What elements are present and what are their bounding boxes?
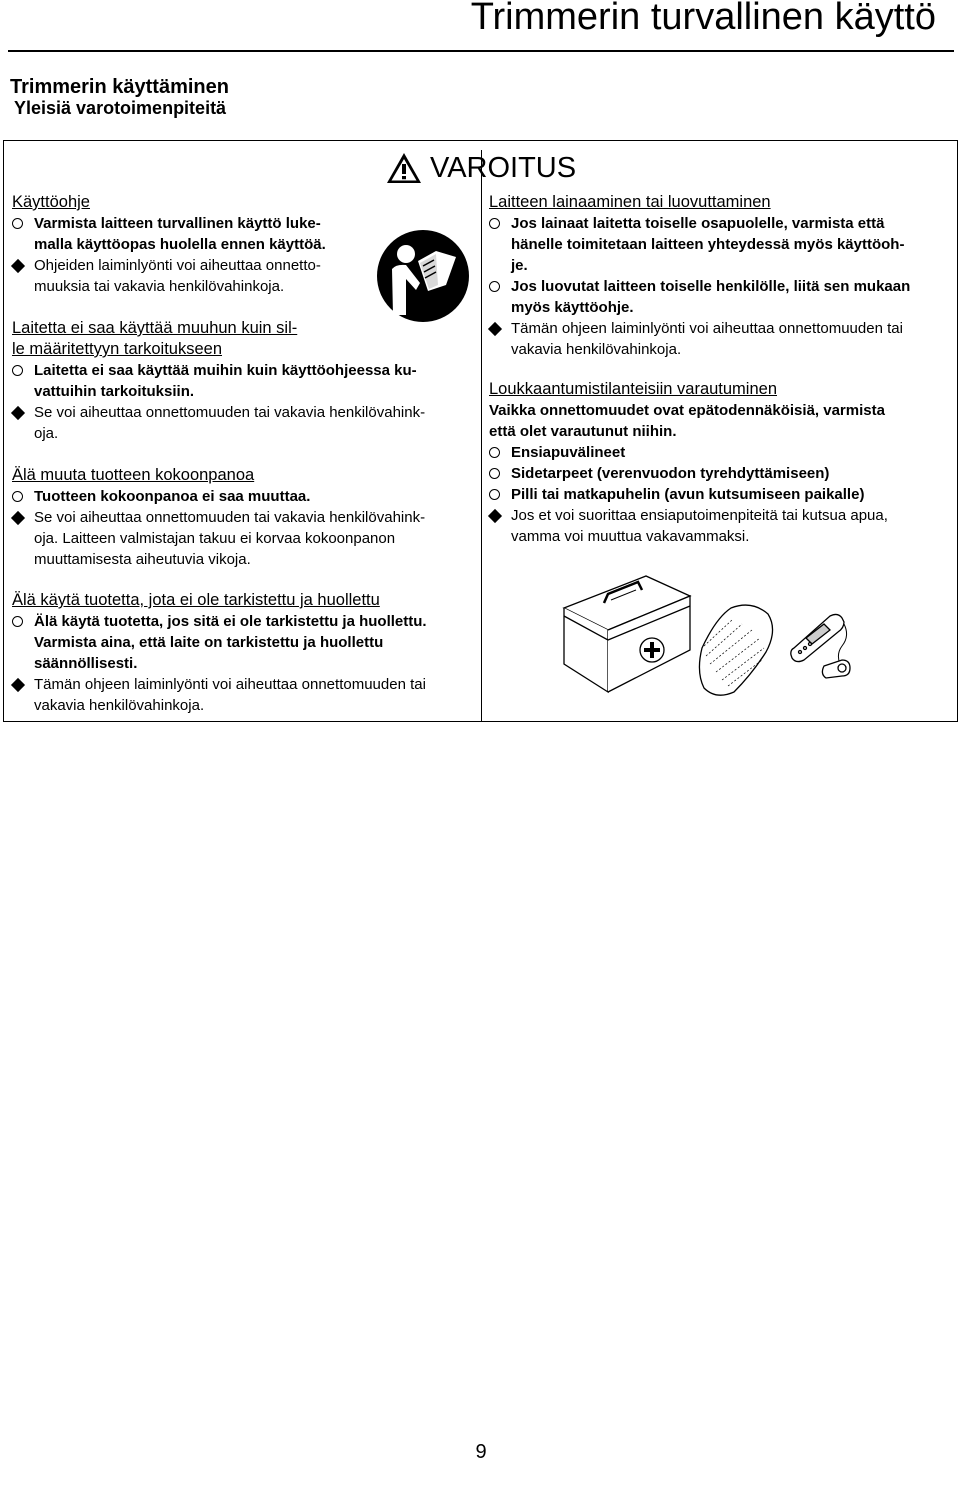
warning-triangle-icon: [386, 152, 422, 184]
lending-item-1: Jos lainaat laitetta toiselle osapuolelle, varmista että hänelle toimitetaan laitteen yhteydessä myös käyttöoh- je.: [489, 213, 953, 276]
bandage-icon: [699, 605, 772, 695]
consequence-bullet-icon: [11, 511, 25, 525]
inspection-consequence: Tämän ohjeen laiminlyönti voi aiheuttaa onnettomuuden tai vakavia henkilövahinkoja.: [12, 674, 478, 716]
manual-instruction-line2: malla käyttöopas huolella ennen käyttöä.: [34, 236, 326, 253]
consequence-bullet-icon: [11, 678, 25, 692]
injury-consequence: Jos et voi suorittaa ensiaputoimenpiteitä tai kutsua apua, vamma voi muuttua vakavammaksi.: [489, 505, 953, 547]
page-number: 9: [475, 1441, 487, 1463]
instruction-bullet-icon: [489, 447, 500, 458]
instruction-bullet-icon: [12, 365, 23, 376]
read-manual-icon: [376, 229, 470, 323]
column-divider: [481, 150, 482, 722]
purpose-section: [12, 318, 472, 444]
purpose-heading: Laitetta ei saa käyttää muuhun kuin sil- le määritettyyn tarkoitukseen: [12, 319, 298, 358]
manual-consequence-line2: muuksia tai vakavia henkilövahinkoja.: [34, 278, 285, 295]
injury-item-3: Pilli tai matkapuhelin (avun kutsumiseen paikalle): [489, 484, 953, 505]
purpose-instruction: Laitetta ei saa käyttää muihin kuin käyttöohjeessa ku- vattuihin tarkoituksiin.: [12, 360, 472, 402]
injury-item-1: Ensiapuvälineet: [489, 442, 953, 463]
instruction-bullet-icon: [489, 489, 500, 500]
warning-label: VAROITUS: [430, 152, 577, 184]
whistle-icon: [822, 660, 850, 678]
manual-heading: Käyttöohje: [12, 193, 90, 211]
purpose-consequence: Se voi aiheuttaa onnettomuuden tai vakavia henkilövahink- oja.: [12, 402, 472, 444]
modification-consequence: Se voi aiheuttaa onnettomuuden tai vakavia henkilövahink- oja. Laitteen valmistajan takuu ei korvaa kokoonpanon muuttamisesta aiheutuvia vikoja.: [12, 507, 472, 570]
first-aid-box-icon: [564, 576, 690, 692]
title-rule: [8, 50, 954, 52]
lending-consequence: Tämän ohjeen laiminlyönti voi aiheuttaa onnettomuuden tai vakavia henkilövahinkoja.: [489, 318, 953, 360]
instruction-bullet-icon: [489, 468, 500, 479]
modification-instruction: Tuotteen kokoonpanoa ei saa muuttaa.: [12, 486, 472, 507]
page-title: Trimmerin turvallinen käyttö: [470, 0, 936, 38]
modification-heading: Älä muuta tuotteen kokoonpanoa: [12, 466, 255, 484]
consequence-bullet-icon: [488, 322, 502, 336]
manual-consequence-line1: Ohjeiden laiminlyönti voi aiheuttaa onnetto-: [34, 257, 321, 274]
first-aid-illustration: [556, 568, 856, 713]
warning-header: [386, 151, 576, 185]
instruction-bullet-icon: [489, 281, 500, 292]
instruction-bullet-icon: [489, 218, 500, 229]
mobile-phone-icon: [791, 614, 847, 664]
inspection-heading: Älä käytä tuotetta, jota ei ole tarkistettu ja huollettu: [12, 591, 380, 609]
consequence-bullet-icon: [11, 406, 25, 420]
injury-intro: Vaikka onnettomuudet ovat epätodennäköisiä, varmista että olet varautunut niihin.: [489, 402, 885, 440]
manual-instruction-line1: Varmista laitteen turvallinen käyttö luke-: [34, 215, 321, 232]
modification-section: [12, 465, 472, 570]
consequence-bullet-icon: [11, 259, 25, 273]
instruction-bullet-icon: [12, 218, 23, 229]
inspection-section: [12, 590, 478, 716]
consequence-bullet-icon: [488, 509, 502, 523]
section-subheading: Yleisiä varotoimenpiteitä: [14, 98, 227, 118]
injury-heading: Loukkaantumistilanteisiin varautuminen: [489, 380, 777, 398]
lending-item-2: Jos luovutat laitteen toiselle henkilölle, liitä sen mukaan myös käyttöohje.: [489, 276, 953, 318]
instruction-bullet-icon: [12, 616, 23, 627]
instruction-bullet-icon: [12, 491, 23, 502]
inspection-instruction: Älä käytä tuotetta, jos sitä ei ole tarkistettu ja huollettu. Varmista aina, että laite on tarkistettu ja huollettu säännöllisesti.: [12, 611, 478, 674]
lending-section: [489, 192, 953, 360]
injury-section: [489, 379, 953, 547]
section-heading: Trimmerin käyttäminen: [10, 76, 229, 98]
lending-heading: Laitteen lainaaminen tai luovuttaminen: [489, 193, 771, 211]
injury-item-2: Sidetarpeet (verenvuodon tyrehdyttämiseen): [489, 463, 953, 484]
